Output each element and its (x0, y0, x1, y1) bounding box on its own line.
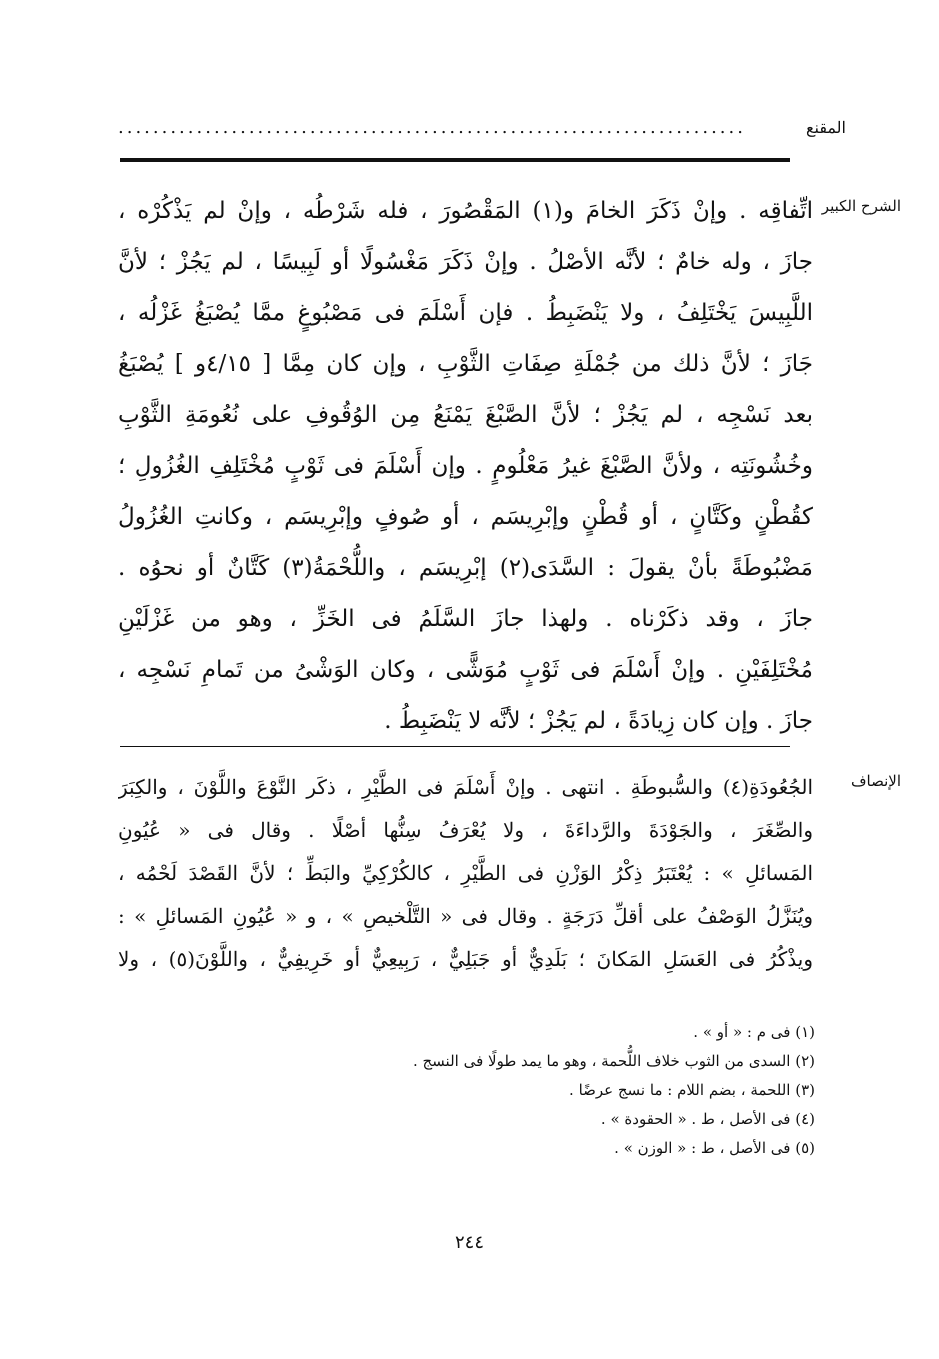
text-line: كقُطْنٍ وكَتَّانٍ ، أو قُطْنٍ وإبْرِيسَم ، أو صُوفٍ وإبْرِيسَم ، وكانتِ الغُزُولُ (118, 504, 813, 530)
section-label-sharh: الشرح الكبير (821, 197, 901, 215)
text-line: ويُنَزَّلُ الوَصْفُ على أقلِّ دَرَجَةٍ . وقال فى « التَّلْخيصِ » ، و « عُيُونِ المَسائلِ » : (118, 904, 813, 928)
text-line: جَازَ ؛ لأنَّ ذلك من جُمْلَةِ صِفَاتِ الثَّوْبِ ، وإن كان مِمَّا [ ٤/١٥و ] يُصْبَغُ (118, 351, 813, 377)
text-line: جازَ ، وقد ذكَرْناه . ولهذا جازَ السَّلَمُ فى الخَزِّ ، وهو من غَزْلَيْنِ (118, 606, 813, 632)
footnote: (٤) فى الأصل ، ط . « الحقودة » . (600, 1110, 815, 1128)
text-line: والصِّغَرَ ، والجَوْدَةَ والرَّداءَةَ ، ولا يُعْرَفُ سِنُّها أصْلًا . وقال فى « عُيُونِ (118, 818, 813, 842)
section-divider (120, 746, 790, 747)
text-line: بعد نَسْجِه ، لم يَجُزْ ؛ لأنَّ الصَّبْغَ يَمْنَعُ مِن الوُقُوفِ على نُعُومَةِ الثَّوْبِ (118, 402, 813, 428)
header-rule (120, 158, 790, 162)
page-number: ٢٤٤ (454, 1232, 484, 1253)
footnote: (١) فى م : « أو » . (693, 1023, 815, 1041)
sharh-text-block (118, 186, 813, 747)
text-line: مَضْبُوطَةً بأنْ يقولَ : السَّدَى(٢) إبْرِيسَم ، واللُّحْمَةُ(٣) كَتَّانٌ أو نحوُه . (118, 555, 813, 581)
text-line: المَسائلِ » : يُعْتَبَرُ ذِكْرُ الوَزْنِ فى الطَّيْرِ ، كالكُرْكِيِّ والبَطِّ ؛ لأنَّ القَصْدَ لَحْمُه ، (118, 861, 813, 885)
header-dotted-leader: ........................................................................ (118, 118, 746, 138)
section-label-insaf: الإنصاف (850, 772, 901, 790)
text-line: اللَّبِيسَ يَخْتَلِفُ ، ولا يَنْضَبِطُ . فإن أَسْلَمَ فى مَصْبُوغٍ ممَّا يُصْبَغُ غَزْلُه ، (118, 300, 813, 326)
text-line: جازَ ، وله خامٌ ؛ لأنَّه الأصْلُ . وإنْ ذَكَرَ مَغْسُولًا أو لَبِيسًا ، لم يَجُزْ ؛ لأنَّ (118, 249, 813, 275)
book-title: المقنع (805, 118, 846, 137)
insaf-text-block (118, 766, 813, 981)
text-line: اتِّفاقِه . وإنْ ذَكَرَ الخامَ و(١) المَقْصُورَ ، فله شَرْطُه ، وإنْ لم يَذْكُرْه ، (118, 198, 813, 224)
text-line: مُخْتَلِفَيْنِ . وإنْ أَسْلَمَ فى ثَوْبٍ مُوَشًّى ، وكان الوَشْىُ من تَمامِ نَسْجِه ، (118, 657, 813, 683)
text-line: ويذْكُرُ فى العَسَلِ المَكانَ ؛ بَلَدِيٌّ أو جَبَلِيٌّ ، رَبِيعِيٌّ أو خَرِيفِيٌّ ، واللَّوْنَ(٥) ، ولا (118, 947, 813, 971)
footnote: (٥) فى الأصل ، ط : « الوزن » . (614, 1139, 815, 1157)
footnote: (٢) السدى من الثوب خلاف اللُّحمة ، وهو ما يمد طولًا فى النسج . (412, 1052, 815, 1070)
footnotes (255, 1018, 815, 1163)
text-line: جازَ . وإن كان زِيادَةً ، لم يَجُزْ ؛ لأنَّه لا يَنْضَبِطُ . (384, 708, 813, 734)
text-line: وخُشُونَتِه ، ولأنَّ الصَّبْغَ غيرُ مَعْلُومٍ . وإن أَسْلَمَ فى ثَوْبٍ مُخْتَلِفِ الغُزُولِ ؛ (118, 453, 813, 479)
footnote: (٣) اللحمة ، بضم اللام : ما نسج عرضًا . (569, 1081, 815, 1099)
text-line: الجُعُودَةِ(٤) والسُّبوطَةِ . انتهى . وإنْ أَسْلَمَ فى الطَّيْرِ ، ذكَر النَّوْعَ واللَّوْنَ ، والكِبَرَ (118, 775, 813, 799)
